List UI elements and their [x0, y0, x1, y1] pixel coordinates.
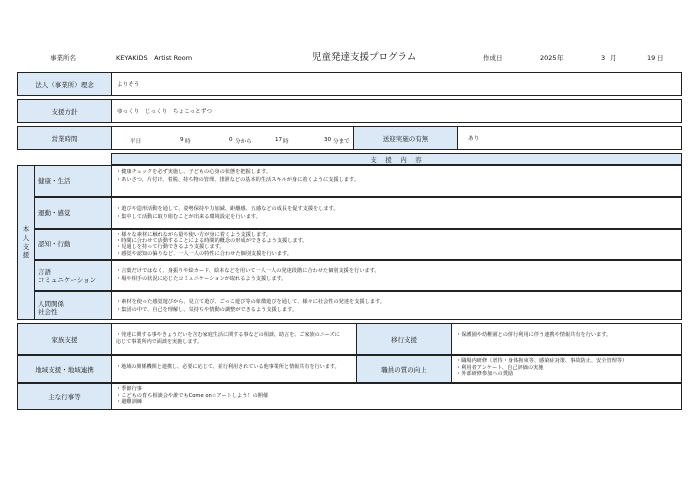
- transition-support-label: 移行支援: [356, 323, 452, 355]
- policy-value: ゆっくり じっくり ちょこっとずつ: [111, 99, 682, 123]
- hours-end-unit: 時: [283, 139, 289, 145]
- area-motor-label: 運動・感覚: [34, 197, 112, 229]
- page-title: 児童発達支援プログラム: [312, 52, 417, 63]
- created-month-unit: 月: [610, 54, 617, 62]
- area-language-content: [111, 260, 682, 291]
- content-line: ・避難訓練: [116, 399, 142, 405]
- content-line: ・素材を使った感覚遊びから、見立て遊び、ごっこ遊び等の象徴遊びを通して、様々に社会性の発達を支援します。: [116, 299, 385, 305]
- philosophy-value: よりそう: [111, 72, 682, 96]
- hours-weekday: 平日: [130, 139, 142, 145]
- content-line: ・集中して活動に取り組むことが出来る環境設定を行います。: [116, 213, 261, 220]
- community-support-label: 地域支援・地域連携: [17, 355, 112, 383]
- created-year: 2025: [540, 54, 557, 62]
- personal-support-side-label: [17, 165, 35, 320]
- content-line: ・見通しを持って行動できるよう支援します。: [116, 244, 225, 251]
- family-support-content: [111, 323, 357, 355]
- events-content: [111, 383, 682, 410]
- hours-label: 営業時間: [17, 126, 112, 150]
- content-line: ・様々な素材に触れながら量や使い方が身に着くよう支援します。: [116, 232, 272, 238]
- transition-support-content: [451, 323, 682, 355]
- policy-label: 支援方針: [17, 99, 112, 123]
- transport-value: あり: [457, 126, 682, 150]
- created-label: 作成日: [483, 54, 503, 62]
- area-language-label: [34, 260, 112, 291]
- support-content-header: 支 援 内 容: [111, 153, 682, 165]
- side-char: 本: [22, 224, 30, 233]
- area-label-line: 言語: [38, 268, 51, 276]
- area-social-content: [111, 291, 682, 320]
- hours-start-min: 0: [229, 137, 233, 143]
- transport-label: 送迎実施の有無: [353, 126, 458, 150]
- content-line: ・発達に関する事やきょうだいを含む家庭生活に関する事などの相談、助言を、ご家族のニーズに: [116, 332, 340, 338]
- hours-start: 9: [180, 137, 184, 143]
- created-month: 3: [601, 54, 606, 62]
- staff-quality-label: 職員の質の向上: [356, 355, 452, 383]
- events-label: 主な行事等: [17, 383, 112, 410]
- content-line: ・感覚や認知の偏りなど、一人一人の特性に合わせた個別支援を行います。: [116, 250, 292, 257]
- content-line: ・外部研修参加への奨励: [456, 371, 514, 377]
- area-cognition-label: 認知・行動: [34, 229, 112, 260]
- family-support-label: 家族支援: [17, 323, 112, 355]
- area-cognition-content: [111, 229, 682, 260]
- content-line: ・利用者アンケート、自己評価の実施: [456, 364, 544, 371]
- content-line: 応じて事業所内で面談を実施します。: [116, 339, 203, 346]
- community-support-content: [111, 355, 357, 383]
- content-line: ・遊びや造形活動を通して、姿勢保持や力加減、距離感、五感などの成長を促す支援をします。: [116, 206, 339, 212]
- hours-end: 17: [275, 137, 283, 143]
- area-health-label: 健康・生活: [34, 165, 112, 197]
- staff-quality-content: [451, 355, 682, 383]
- area-social-label: [34, 291, 112, 320]
- content-line: ・地域の関係機関と連携し、必要に応じて、並行利用されている他事業所と情報共有を行います。: [116, 364, 340, 370]
- philosophy-label: 法人（事業所）理念: [17, 72, 112, 96]
- area-health-content: [111, 165, 682, 197]
- content-line: ・保護園や幼稚園との併行利用に伴う連携や情報共有を行います。: [456, 332, 612, 338]
- hours-start-unit: 時: [185, 139, 191, 145]
- side-char: 人: [22, 233, 30, 242]
- content-line: ・言葉だけではなく、身振りや絵カード、絵本などを用いて一人一人の発達段階に合わせた個別支援を行います。: [116, 268, 380, 274]
- created-day: 19: [647, 54, 656, 62]
- area-label-line: 社会性: [38, 308, 58, 317]
- hours-start-min-unit: 分から: [235, 139, 252, 145]
- hours-end-min: 30: [324, 137, 332, 143]
- side-char: 支: [22, 242, 30, 251]
- area-label-line: コミュニケーション: [38, 276, 97, 285]
- content-line: ・こどもの育ち相談会や誰でもCome on☆アートしよう！の開催: [116, 392, 269, 399]
- created-day-unit: 日: [657, 54, 664, 62]
- content-line: ・場や相手の状況に応じたコミュニケーションが取れるよう支援します。: [116, 275, 287, 282]
- content-line: ・あいさつ、片付け、着脱、持ち物の管理、排泄などの基本的生活スキルが身に着くように支援します。: [116, 176, 359, 183]
- hours-end-min-unit: 分まで: [333, 139, 350, 145]
- content-line: ・時間に合わせて活動することによる時間的概念の形成ができるよう支援します。: [116, 238, 308, 245]
- area-label-line: 人間関係: [38, 300, 64, 308]
- area-motor-content: [111, 197, 682, 229]
- content-line: ・集団の中で、自己を理解し、気持ちや情動の調整ができるよう支援します。: [116, 306, 298, 313]
- content-line: ・職場内研修（虐待・身体拘束等、感染症対策、事故防止、安全管理等）: [456, 358, 628, 364]
- content-line: ・健康チェックを必ず実施し、子どもの心身の状態を把握します。: [116, 169, 272, 175]
- side-char: 援: [22, 251, 30, 260]
- content-line: ・季節行事: [116, 386, 142, 392]
- office-label: 事業所名: [50, 54, 76, 62]
- created-year-unit: 年: [557, 54, 564, 62]
- office-name: KEYAKIDS Artist Room: [116, 54, 193, 62]
